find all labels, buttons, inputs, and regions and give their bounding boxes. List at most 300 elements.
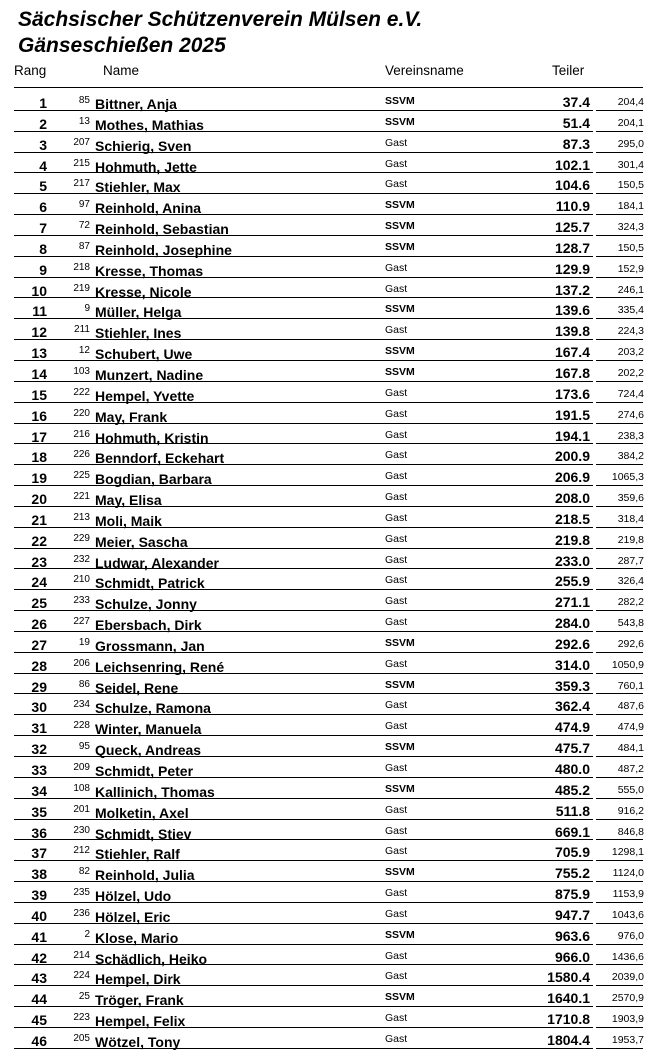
teiler-secondary-cell: 335,4 xyxy=(617,304,644,317)
teiler-cell: 139.8 xyxy=(554,323,590,340)
teiler-cell: 755.2 xyxy=(554,865,590,882)
start-number-cell: 226 xyxy=(73,449,90,461)
name-cell: Schulze, Ramona xyxy=(95,700,211,717)
rank-cell: 30 xyxy=(31,699,47,716)
start-number-cell: 232 xyxy=(73,553,90,565)
start-number-cell: 234 xyxy=(73,699,90,711)
table-row xyxy=(0,861,668,882)
teiler-cell: 511.8 xyxy=(555,802,590,819)
table-row xyxy=(0,569,668,590)
teiler-secondary-cell: 282,2 xyxy=(617,596,644,609)
club-cell: SSVM xyxy=(385,928,415,941)
club-cell: Gast xyxy=(385,887,408,900)
club-cell: Gast xyxy=(385,907,408,920)
club-cell: Gast xyxy=(385,553,408,566)
club-cell: Gast xyxy=(385,282,408,295)
results-table xyxy=(0,90,668,1049)
name-cell: Hölzel, Udo xyxy=(95,888,172,905)
name-cell: Reinhold, Julia xyxy=(95,867,195,884)
start-number-cell: 214 xyxy=(73,949,90,961)
name-cell: Kallinich, Thomas xyxy=(95,783,215,800)
teiler-cell: 271.1 xyxy=(554,594,590,611)
rank-cell: 14 xyxy=(31,365,47,382)
club-cell: Gast xyxy=(385,845,408,858)
start-number-cell: 97 xyxy=(78,199,90,211)
teiler-cell: 137.2 xyxy=(554,281,590,298)
teiler-secondary-cell: 487,6 xyxy=(617,700,644,713)
start-number-cell: 201 xyxy=(73,803,90,815)
club-cell: Gast xyxy=(385,720,408,733)
name-cell: Hölzel, Eric xyxy=(95,908,171,925)
rank-cell: 27 xyxy=(31,636,47,653)
name-cell: Hohmuth, Jette xyxy=(95,158,197,175)
teiler-cell: 128.7 xyxy=(554,239,590,256)
start-number-cell: 212 xyxy=(73,845,90,857)
table-row xyxy=(0,674,668,695)
teiler-secondary-cell: 760,1 xyxy=(617,679,644,692)
table-row xyxy=(0,1028,668,1049)
start-number-cell: 82 xyxy=(78,866,90,878)
start-number-cell: 87 xyxy=(78,240,90,252)
rank-cell: 9 xyxy=(39,261,47,278)
teiler-secondary-cell: 1043,6 xyxy=(611,908,644,921)
table-row xyxy=(0,153,668,174)
rank-cell: 13 xyxy=(31,345,47,362)
rank-cell: 39 xyxy=(31,887,47,904)
teiler-secondary-cell: 724,4 xyxy=(617,387,644,400)
start-number-cell: 220 xyxy=(73,407,90,419)
teiler-cell: 1640.1 xyxy=(547,990,590,1007)
teiler-secondary-cell: 324,3 xyxy=(617,221,644,234)
name-cell: Schmidt, Patrick xyxy=(95,575,205,592)
table-row xyxy=(0,820,668,841)
teiler-cell: 173.6 xyxy=(554,385,590,402)
name-cell: Schädlich, Heiko xyxy=(95,950,208,967)
club-cell: SSVM xyxy=(385,636,415,649)
club-cell: SSVM xyxy=(385,240,415,253)
name-cell: Meier, Sascha xyxy=(95,533,188,550)
teiler-secondary-cell: 976,0 xyxy=(617,929,644,942)
club-cell: SSVM xyxy=(385,741,415,754)
teiler-cell: 314.0 xyxy=(554,656,590,673)
club-cell: Gast xyxy=(385,824,408,837)
name-cell: Klose, Mario xyxy=(95,929,179,946)
start-number-cell: 229 xyxy=(73,532,90,544)
name-cell: May, Frank xyxy=(95,408,168,425)
club-cell: Gast xyxy=(385,157,408,170)
teiler-cell: 233.0 xyxy=(554,552,590,569)
header-divider xyxy=(14,87,643,88)
start-number-cell: 217 xyxy=(73,178,90,190)
teiler-secondary-cell: 219,8 xyxy=(617,533,644,546)
rank-cell: 40 xyxy=(31,907,47,924)
start-number-cell: 25 xyxy=(78,991,90,1003)
page-title: Sächsischer Schützenverein Mülsen e.V. xyxy=(18,8,423,31)
table-row xyxy=(0,257,668,278)
club-cell: SSVM xyxy=(385,365,415,378)
name-cell: Munzert, Nadine xyxy=(95,366,204,383)
column-header-rang: Rang xyxy=(14,63,47,78)
teiler-secondary-cell: 202,2 xyxy=(617,366,644,379)
start-number-cell: 86 xyxy=(78,678,90,690)
table-row xyxy=(0,361,668,382)
table-row xyxy=(0,465,668,486)
teiler-cell: 102.1 xyxy=(554,156,590,173)
rank-cell: 10 xyxy=(31,282,47,299)
club-cell: Gast xyxy=(385,657,408,670)
name-cell: Schmidt, Peter xyxy=(95,763,194,779)
rank-cell: 19 xyxy=(31,470,47,487)
rank-cell: 4 xyxy=(39,157,47,174)
start-number-cell: 206 xyxy=(73,657,90,669)
name-cell: Kresse, Thomas xyxy=(95,262,204,279)
name-cell: Tröger, Frank xyxy=(95,992,184,1009)
rank-cell: 21 xyxy=(31,511,47,528)
column-header-name: Name xyxy=(103,63,140,78)
start-number-cell: 210 xyxy=(73,574,90,586)
table-row xyxy=(0,986,668,1007)
rank-cell: 2 xyxy=(39,115,47,132)
teiler-secondary-cell: 1953,7 xyxy=(611,1033,644,1046)
teiler-cell: 966.0 xyxy=(554,948,590,965)
rank-cell: 35 xyxy=(31,803,47,820)
rank-cell: 1 xyxy=(39,95,47,111)
teiler-cell: 206.9 xyxy=(554,469,590,486)
teiler-secondary-cell: 150,5 xyxy=(617,179,644,192)
start-number-cell: 207 xyxy=(73,136,90,148)
teiler-secondary-cell: 287,7 xyxy=(617,554,644,567)
name-cell: Schulze, Jonny xyxy=(95,596,197,613)
page-subtitle: Gänseschießen 2025 xyxy=(18,34,226,57)
teiler-secondary-cell: 1050,9 xyxy=(611,658,644,671)
club-cell: Gast xyxy=(385,491,408,504)
teiler-cell: 480.0 xyxy=(554,761,590,777)
teiler-cell: 947.7 xyxy=(554,906,590,923)
start-number-cell: 233 xyxy=(73,595,90,607)
club-cell: Gast xyxy=(385,511,408,524)
start-number-cell: 9 xyxy=(84,303,90,315)
start-number-cell: 221 xyxy=(73,491,90,503)
rank-cell: 42 xyxy=(31,949,47,966)
name-cell: Schubert, Uwe xyxy=(95,346,193,363)
name-cell: Kresse, Nicole xyxy=(95,283,192,300)
rank-cell: 17 xyxy=(31,428,47,445)
name-cell: Queck, Andreas xyxy=(95,742,202,759)
teiler-secondary-cell: 555,0 xyxy=(617,783,644,796)
teiler-cell: 87.3 xyxy=(562,135,590,152)
name-cell: Stiehler, Max xyxy=(95,179,181,196)
teiler-secondary-cell: 301,4 xyxy=(617,158,644,171)
rank-cell: 6 xyxy=(39,199,47,216)
teiler-secondary-cell: 246,1 xyxy=(617,283,644,296)
name-cell: Schierig, Sven xyxy=(95,137,192,154)
table-row xyxy=(0,778,668,799)
teiler-cell: 1580.4 xyxy=(547,969,590,986)
start-number-cell: 222 xyxy=(73,386,90,398)
teiler-secondary-cell: 384,2 xyxy=(617,450,644,463)
teiler-cell: 37.4 xyxy=(562,94,590,110)
teiler-secondary-cell: 274,6 xyxy=(617,408,644,421)
table-row xyxy=(0,694,668,715)
club-cell: Gast xyxy=(385,574,408,587)
table-row xyxy=(0,715,668,736)
teiler-cell: 125.7 xyxy=(554,219,590,236)
teiler-secondary-cell: 543,8 xyxy=(617,617,644,630)
rank-cell: 12 xyxy=(31,324,47,341)
start-number-cell: 213 xyxy=(73,511,90,523)
start-number-cell: 219 xyxy=(73,282,90,294)
name-cell: Ludwar, Alexander xyxy=(95,554,219,571)
teiler-cell: 219.8 xyxy=(554,531,590,548)
rank-cell: 24 xyxy=(31,574,47,591)
start-number-cell: 205 xyxy=(73,1032,90,1044)
rank-cell: 11 xyxy=(32,303,47,320)
club-cell: Gast xyxy=(385,762,408,774)
teiler-secondary-cell: 359,6 xyxy=(617,492,644,505)
teiler-cell: 139.6 xyxy=(554,302,590,319)
start-number-cell: 230 xyxy=(73,824,90,836)
name-cell: Hempel, Yvette xyxy=(95,387,195,404)
name-cell: Hohmuth, Kristin xyxy=(95,429,209,446)
name-cell: Mothes, Mathias xyxy=(95,116,204,133)
teiler-cell: 875.9 xyxy=(554,886,590,903)
table-row xyxy=(0,444,668,465)
club-cell: Gast xyxy=(385,470,408,483)
teiler-cell: 208.0 xyxy=(554,490,590,507)
table-row xyxy=(0,298,668,319)
table-row xyxy=(0,111,668,132)
rank-cell: 28 xyxy=(31,657,47,674)
name-cell: Reinhold, Anina xyxy=(95,200,202,217)
table-row xyxy=(0,215,668,236)
club-cell: Gast xyxy=(385,1012,408,1025)
club-cell: SSVM xyxy=(385,220,415,233)
teiler-secondary-cell: 326,4 xyxy=(617,575,644,588)
table-row xyxy=(0,236,668,257)
teiler-cell: 255.9 xyxy=(554,573,590,590)
teiler-cell: 474.9 xyxy=(554,719,590,736)
teiler-cell: 963.6 xyxy=(554,927,590,944)
table-row xyxy=(0,965,668,986)
rank-cell: 7 xyxy=(39,220,47,237)
rank-cell: 26 xyxy=(31,616,47,633)
table-row xyxy=(0,632,668,653)
teiler-cell: 362.4 xyxy=(554,698,590,715)
start-number-cell: 19 xyxy=(78,636,90,648)
table-row xyxy=(0,319,668,340)
table-row xyxy=(0,924,668,945)
table-row xyxy=(0,840,668,861)
start-number-cell: 216 xyxy=(73,428,90,440)
name-cell: Grossmann, Jan xyxy=(95,637,205,654)
table-row xyxy=(0,549,668,570)
rank-cell: 37 xyxy=(31,845,47,862)
start-number-cell: 13 xyxy=(78,115,90,127)
rank-cell: 16 xyxy=(31,407,47,424)
rank-cell: 29 xyxy=(31,678,47,695)
start-number-cell: 215 xyxy=(73,157,90,169)
teiler-secondary-cell: 295,0 xyxy=(617,137,644,150)
teiler-secondary-cell: 1065,3 xyxy=(611,471,644,484)
teiler-secondary-cell: 150,5 xyxy=(617,241,644,254)
club-cell: Gast xyxy=(385,699,408,712)
start-number-cell: 209 xyxy=(73,762,90,773)
rank-cell: 32 xyxy=(31,741,47,758)
rank-cell: 36 xyxy=(31,824,47,841)
teiler-cell: 292.6 xyxy=(554,635,590,652)
club-cell: Gast xyxy=(385,803,408,816)
table-row xyxy=(0,424,668,445)
name-cell: May, Elisa xyxy=(95,492,162,509)
teiler-cell: 1710.8 xyxy=(547,1011,590,1028)
start-number-cell: 85 xyxy=(78,95,90,106)
teiler-secondary-cell: 1124,0 xyxy=(612,867,644,880)
teiler-secondary-cell: 203,2 xyxy=(617,346,644,359)
teiler-secondary-cell: 1903,9 xyxy=(611,1013,644,1026)
teiler-cell: 359.3 xyxy=(554,677,590,694)
table-row xyxy=(0,528,668,549)
teiler-secondary-cell: 1153,9 xyxy=(612,888,644,901)
teiler-secondary-cell: 204,1 xyxy=(617,116,644,129)
start-number-cell: 224 xyxy=(73,970,90,982)
column-header-vereinsname: Vereinsname xyxy=(385,63,464,78)
name-cell: Hempel, Felix xyxy=(95,1013,186,1030)
teiler-cell: 129.9 xyxy=(554,260,590,277)
teiler-secondary-cell: 484,1 xyxy=(617,742,644,755)
name-cell: Stiehler, Ines xyxy=(95,325,182,342)
table-row xyxy=(0,278,668,299)
rank-cell: 41 xyxy=(31,928,47,945)
teiler-secondary-cell: 487,2 xyxy=(617,763,644,775)
table-row xyxy=(0,132,668,153)
name-cell: Molketin, Axel xyxy=(95,804,189,821)
club-cell: Gast xyxy=(385,532,408,545)
name-cell: Moli, Maik xyxy=(95,512,162,529)
teiler-cell: 475.7 xyxy=(554,740,590,757)
teiler-secondary-cell: 474,9 xyxy=(617,721,644,734)
teiler-cell: 669.1 xyxy=(554,823,590,840)
teiler-secondary-cell: 204,4 xyxy=(617,96,644,108)
teiler-secondary-cell: 318,4 xyxy=(617,512,644,525)
rank-cell: 3 xyxy=(39,136,47,153)
teiler-secondary-cell: 238,3 xyxy=(617,429,644,442)
teiler-cell: 191.5 xyxy=(554,406,590,423)
teiler-cell: 51.4 xyxy=(562,114,590,131)
start-number-cell: 235 xyxy=(73,887,90,899)
club-cell: SSVM xyxy=(385,95,415,107)
rank-cell: 23 xyxy=(31,553,47,570)
table-row xyxy=(0,903,668,924)
rank-cell: 43 xyxy=(31,970,47,987)
club-cell: Gast xyxy=(385,136,408,149)
teiler-cell: 104.6 xyxy=(554,177,590,194)
club-cell: Gast xyxy=(385,324,408,337)
teiler-cell: 110.9 xyxy=(555,198,590,215)
name-cell: Reinhold, Sebastian xyxy=(95,221,229,238)
club-cell: SSVM xyxy=(385,678,415,691)
start-number-cell: 227 xyxy=(73,616,90,628)
table-row xyxy=(0,590,668,611)
name-cell: Ebersbach, Dirk xyxy=(95,617,202,634)
start-number-cell: 103 xyxy=(73,365,90,377)
table-row xyxy=(0,736,668,757)
teiler-secondary-cell: 292,6 xyxy=(617,637,644,650)
teiler-cell: 485.2 xyxy=(554,781,590,798)
rank-cell: 38 xyxy=(31,866,47,883)
teiler-cell: 200.9 xyxy=(554,448,590,465)
table-row xyxy=(0,173,668,194)
table-row xyxy=(0,611,668,632)
rank-cell: 8 xyxy=(39,240,47,257)
table-row xyxy=(0,194,668,215)
start-number-cell: 72 xyxy=(78,220,90,232)
name-cell: Hempel, Dirk xyxy=(95,971,181,988)
start-number-cell: 218 xyxy=(73,261,90,273)
table-row xyxy=(0,486,668,507)
teiler-secondary-cell: 1298,1 xyxy=(611,846,644,859)
club-cell: Gast xyxy=(385,407,408,420)
club-cell: SSVM xyxy=(385,782,415,795)
table-row xyxy=(0,340,668,361)
teiler-cell: 194.1 xyxy=(554,427,590,444)
teiler-secondary-cell: 916,2 xyxy=(617,804,644,817)
table-row xyxy=(0,653,668,674)
club-cell: SSVM xyxy=(385,199,415,212)
teiler-cell: 1804.4 xyxy=(547,1031,590,1048)
name-cell: Bogdian, Barbara xyxy=(95,471,212,488)
club-cell: Gast xyxy=(385,1032,408,1045)
start-number-cell: 108 xyxy=(73,782,90,794)
name-cell: Schmidt, Stiev xyxy=(95,825,192,842)
name-cell: Winter, Manuela xyxy=(95,721,202,738)
teiler-cell: 218.5 xyxy=(554,510,590,527)
name-cell: Seidel, Rene xyxy=(95,679,179,696)
teiler-secondary-cell: 184,1 xyxy=(617,200,644,213)
teiler-cell: 167.4 xyxy=(554,344,590,361)
club-cell: Gast xyxy=(385,616,408,629)
table-row xyxy=(0,507,668,528)
rank-cell: 45 xyxy=(31,1012,47,1029)
table-row xyxy=(0,403,668,424)
rank-cell: 34 xyxy=(31,782,47,799)
teiler-secondary-cell: 2570,9 xyxy=(611,992,644,1005)
table-row xyxy=(0,799,668,820)
rank-cell: 25 xyxy=(31,595,47,612)
club-cell: Gast xyxy=(385,449,408,462)
table-row xyxy=(0,382,668,403)
name-cell: Benndorf, Eckehart xyxy=(95,450,225,467)
teiler-cell: 284.0 xyxy=(554,615,590,632)
club-cell: Gast xyxy=(385,595,408,608)
name-cell: Bittner, Anja xyxy=(95,96,177,112)
name-cell: Leichsenring, René xyxy=(95,658,225,675)
name-cell: Reinhold, Josephine xyxy=(95,241,232,258)
start-number-cell: 211 xyxy=(74,324,90,336)
start-number-cell: 225 xyxy=(73,470,90,482)
teiler-secondary-cell: 846,8 xyxy=(617,825,644,838)
rank-cell: 31 xyxy=(31,720,47,737)
rank-cell: 18 xyxy=(31,449,47,466)
start-number-cell: 95 xyxy=(78,741,90,753)
club-cell: Gast xyxy=(385,261,408,274)
table-row xyxy=(0,90,668,111)
rank-cell: 22 xyxy=(31,532,47,549)
club-cell: SSVM xyxy=(385,991,415,1004)
name-cell: Wötzel, Tony xyxy=(95,1033,181,1050)
table-row xyxy=(0,757,668,778)
teiler-secondary-cell: 1436,6 xyxy=(611,950,644,963)
table-row xyxy=(0,1007,668,1028)
